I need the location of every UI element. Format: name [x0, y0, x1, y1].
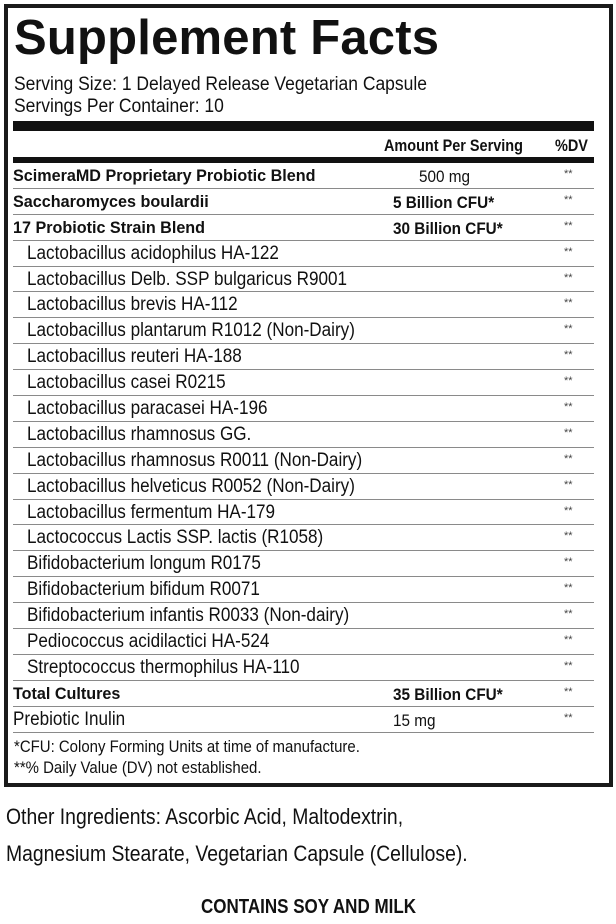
daily-value: **: [564, 608, 573, 621]
column-header-dv: %DV: [555, 136, 588, 155]
daily-value: **: [564, 711, 573, 724]
ingredient-name: Pediococcus acidilactici HA-524: [27, 631, 270, 653]
table-row: [13, 525, 594, 551]
table-row: [13, 551, 594, 577]
ingredient-name: Lactobacillus reuteri HA-188: [27, 346, 242, 368]
daily-value: **: [564, 349, 573, 362]
ingredient-name: Lactobacillus brevis HA-112: [27, 294, 238, 316]
daily-value: **: [564, 478, 573, 491]
ingredient-amount: 35 Billion CFU*: [393, 684, 503, 704]
table-row: [13, 474, 594, 500]
ingredient-amount: 15 mg: [393, 710, 436, 730]
ingredient-name: Saccharomyces boulardii: [13, 191, 209, 211]
table-row: [13, 655, 594, 681]
table-row: [13, 500, 594, 526]
table-row: [13, 577, 594, 603]
ingredient-name: Total Cultures: [13, 683, 121, 703]
daily-value: **: [564, 193, 573, 206]
daily-value: **: [564, 219, 573, 232]
ingredient-name: Bifidobacterium infantis R0033 (Non-dairy): [27, 605, 350, 627]
ingredient-table: [13, 163, 594, 733]
ingredient-name: Streptococcus thermophilus HA-110: [27, 656, 300, 678]
daily-value: **: [564, 504, 573, 517]
ingredient-amount: 500 mg: [419, 167, 471, 186]
table-row: [13, 189, 594, 215]
daily-value: **: [564, 452, 573, 465]
column-header-amount: Amount Per Serving: [384, 136, 523, 155]
servings-per-container: Servings Per Container: 10: [14, 96, 224, 117]
thick-divider: [13, 121, 594, 131]
table-row: [13, 241, 594, 267]
table-row: [13, 681, 594, 707]
ingredient-name: Bifidobacterium bifidum R0071: [27, 579, 260, 601]
ingredient-name: Prebiotic Inulin: [13, 708, 126, 730]
daily-value: **: [564, 375, 573, 388]
daily-value: **: [564, 634, 573, 647]
ingredient-name: ScimeraMD Proprietary Probiotic Blend: [13, 166, 316, 185]
daily-value: **: [564, 556, 573, 569]
footnote-dv: **% Daily Value (DV) not established.: [14, 758, 262, 777]
daily-value: **: [564, 685, 573, 698]
daily-value: **: [564, 401, 573, 414]
ingredient-name: Lactobacillus plantarum R1012 (Non-Dairy): [27, 320, 355, 342]
ingredient-name: Lactobacillus Delb. SSP bulgaricus R9001: [27, 268, 348, 290]
other-ingredients-line2: Magnesium Stearate, Vegetarian Capsule (Cellulose).: [6, 841, 468, 866]
daily-value: **: [564, 582, 573, 595]
table-row: [13, 422, 594, 448]
table-row: [13, 707, 594, 733]
serving-size: Serving Size: 1 Delayed Release Vegetarian Capsule: [14, 74, 427, 95]
ingredient-name: Lactobacillus rhamnosus R0011 (Non-Dairy): [27, 449, 363, 471]
table-row: [13, 344, 594, 370]
table-row: [13, 163, 594, 189]
ingredient-name: Lactobacillus helveticus R0052 (Non-Dairy): [27, 475, 355, 497]
allergen-text: CONTAINS SOY AND MILK: [200, 896, 416, 918]
daily-value: **: [564, 297, 573, 310]
daily-value: **: [564, 426, 573, 439]
daily-value: **: [564, 530, 573, 543]
table-row: [13, 629, 594, 655]
table-row: [13, 603, 594, 629]
table-row: [13, 215, 594, 241]
table-row: [13, 370, 594, 396]
ingredient-name: Lactobacillus acidophilus HA-122: [27, 242, 279, 264]
ingredient-name: Lactococcus Lactis SSP. lactis (R1058): [27, 527, 324, 549]
footnote-cfu: *CFU: Colony Forming Units at time of manufacture.: [14, 737, 360, 756]
daily-value: **: [564, 168, 573, 180]
ingredient-amount: 5 Billion CFU*: [393, 192, 495, 212]
ingredient-name: Lactobacillus fermentum HA-179: [27, 501, 276, 523]
table-row: [13, 267, 594, 293]
table-row: [13, 396, 594, 422]
other-ingredients-line1: Other Ingredients: Ascorbic Acid, Maltodextrin,: [6, 804, 404, 829]
table-row: [13, 292, 594, 318]
ingredient-name: Lactobacillus rhamnosus GG.: [27, 423, 252, 445]
daily-value: **: [564, 659, 573, 672]
table-row: [13, 448, 594, 474]
allergen-warning: [0, 896, 616, 919]
ingredient-amount: 30 Billion CFU*: [393, 218, 503, 238]
daily-value: **: [564, 271, 573, 284]
daily-value: **: [564, 245, 573, 258]
daily-value: **: [564, 323, 573, 336]
ingredient-name: Bifidobacterium longum R0175: [27, 553, 261, 575]
ingredient-name: 17 Probiotic Strain Blend: [13, 217, 206, 237]
panel-title: Supplement Facts: [14, 11, 440, 65]
ingredient-name: Lactobacillus paracasei HA-196: [27, 398, 268, 420]
table-row: [13, 318, 594, 344]
ingredient-name: Lactobacillus casei R0215: [27, 372, 226, 394]
